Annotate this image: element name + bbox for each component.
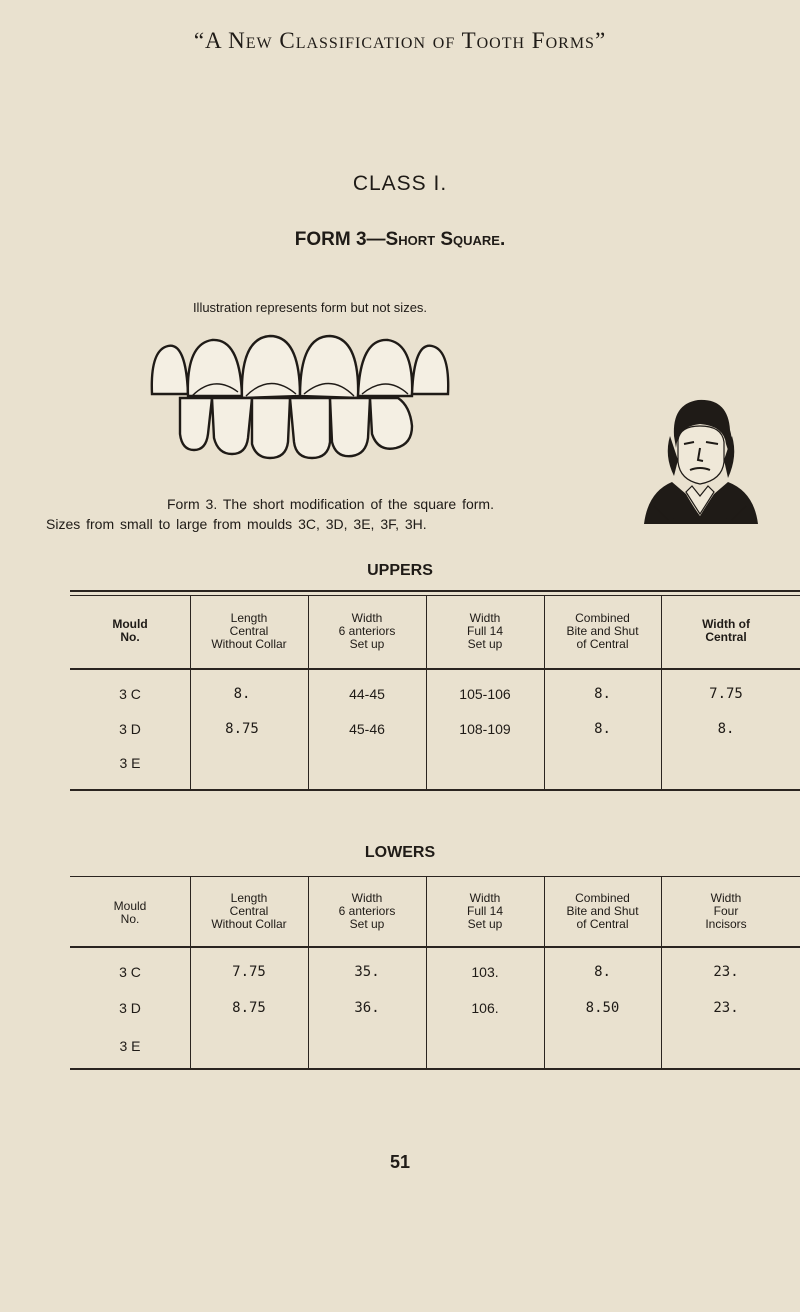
lowers-cell: 8.50 xyxy=(585,1000,620,1016)
uppers-cell: 45-46 xyxy=(349,721,385,737)
uppers-cell: 44-45 xyxy=(349,686,385,702)
lowers-cell: 23. xyxy=(713,964,739,980)
uppers-cell: 8.75 xyxy=(225,721,259,737)
uppers-cell: 3 D xyxy=(119,721,141,737)
lowers-header-mould: Mould No. xyxy=(113,899,147,926)
uppers-cell: 8. xyxy=(233,686,251,702)
illustration-note: Illustration represents form but not sizes. xyxy=(192,300,428,315)
form-title-sub: Short Square. xyxy=(385,229,506,250)
lowers-header-rule xyxy=(70,946,800,948)
illustration-caption-1: Form 3. The short modification of the square form. xyxy=(167,496,494,512)
lowers-cell: 7.75 xyxy=(232,964,266,980)
lowers-table xyxy=(70,876,800,1072)
lowers-top-rule xyxy=(70,876,800,877)
running-head: “A New Classification of Tooth Forms” xyxy=(193,28,607,53)
uppers-cell: 108-109 xyxy=(459,721,511,737)
lowers-cell: 3 E xyxy=(119,1038,141,1054)
lowers-header-combined: Combined Bite and Shut of Central xyxy=(566,891,639,931)
lowers-cell: 23. xyxy=(713,1000,739,1016)
uppers-cell: 3 E xyxy=(119,755,141,771)
lowers-title: LOWERS xyxy=(364,844,436,861)
lowers-header-length: Length Central Without Collar xyxy=(211,891,287,931)
uppers-table xyxy=(70,590,800,792)
uppers-header-combined: Combined Bite and Shut of Central xyxy=(566,611,639,651)
illustration-caption-2: Sizes from small to large from moulds 3C, 3D, 3E, 3F, 3H. xyxy=(46,516,427,532)
uppers-header-width-14: Width Full 14 Set up xyxy=(466,611,504,651)
form-title-main: FORM 3— xyxy=(294,229,386,250)
uppers-header-width-6: Width 6 anteriors Set up xyxy=(338,611,396,651)
teeth-illustration xyxy=(140,334,460,494)
uppers-cell: 8. xyxy=(594,721,611,737)
portrait-icon xyxy=(634,396,766,526)
lowers-bottom-rule xyxy=(70,1068,800,1070)
lowers-header-width-6: Width 6 anteriors Set up xyxy=(338,891,396,931)
lowers-cell: 3 C xyxy=(119,964,141,980)
uppers-bottom-rule xyxy=(70,789,800,791)
uppers-cell: 8. xyxy=(717,721,735,737)
lowers-cell: 35. xyxy=(354,964,380,980)
uppers-cell: 7.75 xyxy=(709,686,743,702)
lowers-header-width-incisors: Width Four Incisors xyxy=(705,891,747,931)
uppers-title: UPPERS xyxy=(367,562,433,579)
uppers-cell: 105-106 xyxy=(459,686,511,702)
lowers-cell: 36. xyxy=(354,1000,380,1016)
lowers-cell: 3 D xyxy=(119,1000,141,1016)
uppers-cell: 8. xyxy=(594,686,611,702)
class-title: CLASS I. xyxy=(352,172,448,195)
uppers-header-width-central: Width of Central xyxy=(702,617,750,644)
lowers-cell: 106. xyxy=(471,1000,499,1016)
page-number: 51 xyxy=(389,1152,411,1172)
uppers-header-rule xyxy=(70,668,800,670)
lowers-cell: 8.75 xyxy=(232,1000,266,1016)
lowers-header-width-14: Width Full 14 Set up xyxy=(466,891,504,931)
lowers-cell: 8. xyxy=(594,964,611,980)
uppers-header-length: Length Central Without Collar xyxy=(211,611,287,651)
uppers-cell: 3 C xyxy=(119,686,141,702)
form-title xyxy=(0,229,800,251)
uppers-top-rule xyxy=(70,590,800,592)
uppers-header-mould: Mould No. xyxy=(112,617,148,644)
lowers-cell: 103. xyxy=(471,964,499,980)
uppers-top-rule-2 xyxy=(70,595,800,596)
